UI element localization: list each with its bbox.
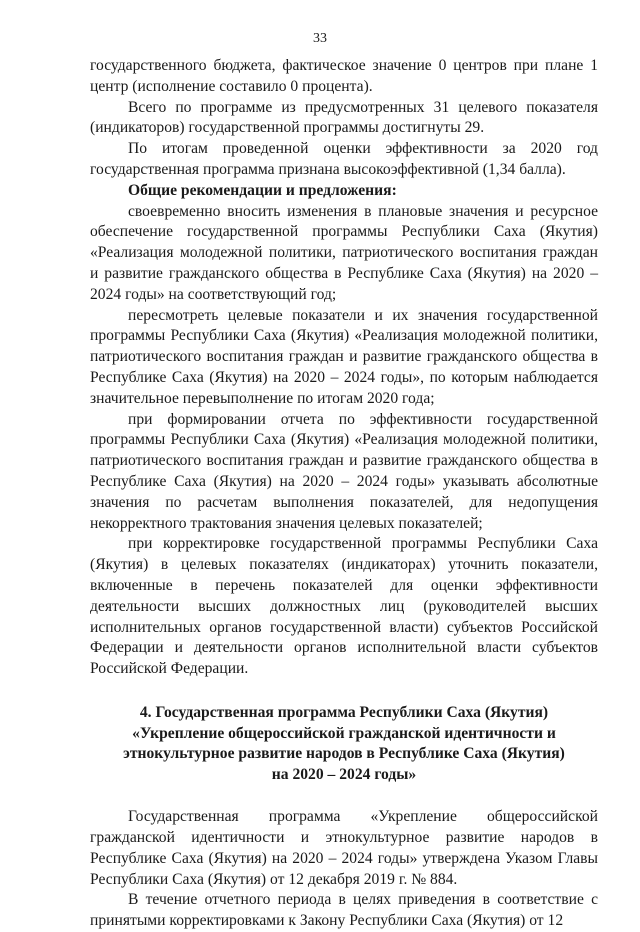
paragraph-program-approval: Государственная программа «Укрепление общероссийской гражданской идентичности и этнокультурное развитие народов в Республике Саха (Якутия) на 2020 – 2024 годы» утверждена Указом Главы Республики Саха (Якутия) от 12 декабря 2019 г. № 884. bbox=[90, 808, 598, 888]
recommendation-item: при корректировке государственной программы Республики Саха (Якутия) в целевых показателях (индикаторах) уточнить показатели, включенные в перечень показателей для оценки эффективности деятельности высших должностных лиц (руководителей высших исполнительных органов государственной власти) субъектов Российской Федерации и деятельности органов исполнительной власти субъектов Российской Федерации. bbox=[90, 535, 598, 678]
page-number: 33 bbox=[313, 31, 327, 46]
section-heading-line: этнокультурное развитие народов в Республике Саха (Якутия) bbox=[123, 745, 565, 763]
section-heading-line: «Укрепление общероссийской гражданской идентичности и bbox=[132, 724, 556, 742]
recommendation-item: своевременно вносить изменения в плановые значения и ресурсное обеспечение государственной программы Республики Саха (Якутия) «Реализация молодежной политики, патриотического воспитания граждан и развитие гражданского общества в Республике Саха (Якутия) на 2020 – 2024 годы» на соответствующий год; bbox=[90, 202, 598, 303]
section-heading-line: на 2020 – 2024 годы» bbox=[271, 765, 417, 783]
paragraph-reporting-period: В течение отчетного периода в целях приведения в соответствие с принятыми корректировками к Закону Республики Саха (Якутия) от 12 bbox=[90, 891, 598, 930]
paragraph-efficiency-assessment: По итогам проведенной оценки эффективности за 2020 год государственная программа признана высокоэффективной (1,34 балла). bbox=[90, 140, 598, 178]
recommendation-item: при формировании отчета по эффективности государственной программы Республики Саха (Якутия) «Реализация молодежной политики, патриотического воспитания граждан и развитие гражданского общества в Республике Саха (Якутия) на 2020 – 2024 годы» указывать абсолютные значения по расчетам выполнения показателей, для недопущения некорректного трактования значения целевых показателей; bbox=[90, 410, 598, 532]
paragraph-budget-result: государственного бюджета, фактическое значение 0 центров при плане 1 центр (исполнение составило 0 процента). bbox=[90, 57, 598, 95]
recommendation-item: пересмотреть целевые показатели и их значения государственной программы Республики Саха (Якутия) «Реализация молодежной политики, патриотического воспитания граждан и развитие гражданского общества в Республике Саха (Якутия) на 2020 – 2024 годы», по которым наблюдается значительное перевыполнение по итогам 2020 года; bbox=[90, 306, 598, 407]
paragraph-indicators-achieved: Всего по программе из предусмотренных 31 целевого показателя (индикаторов) государственной программы достигнуты 29. bbox=[90, 98, 598, 137]
section-heading bbox=[90, 703, 598, 785]
document-body bbox=[90, 56, 598, 932]
recommendations-title: Общие рекомендации и предложения: bbox=[128, 181, 397, 199]
section-heading-line: 4. Государственная программа Республики Саха (Якутия) bbox=[139, 703, 549, 721]
